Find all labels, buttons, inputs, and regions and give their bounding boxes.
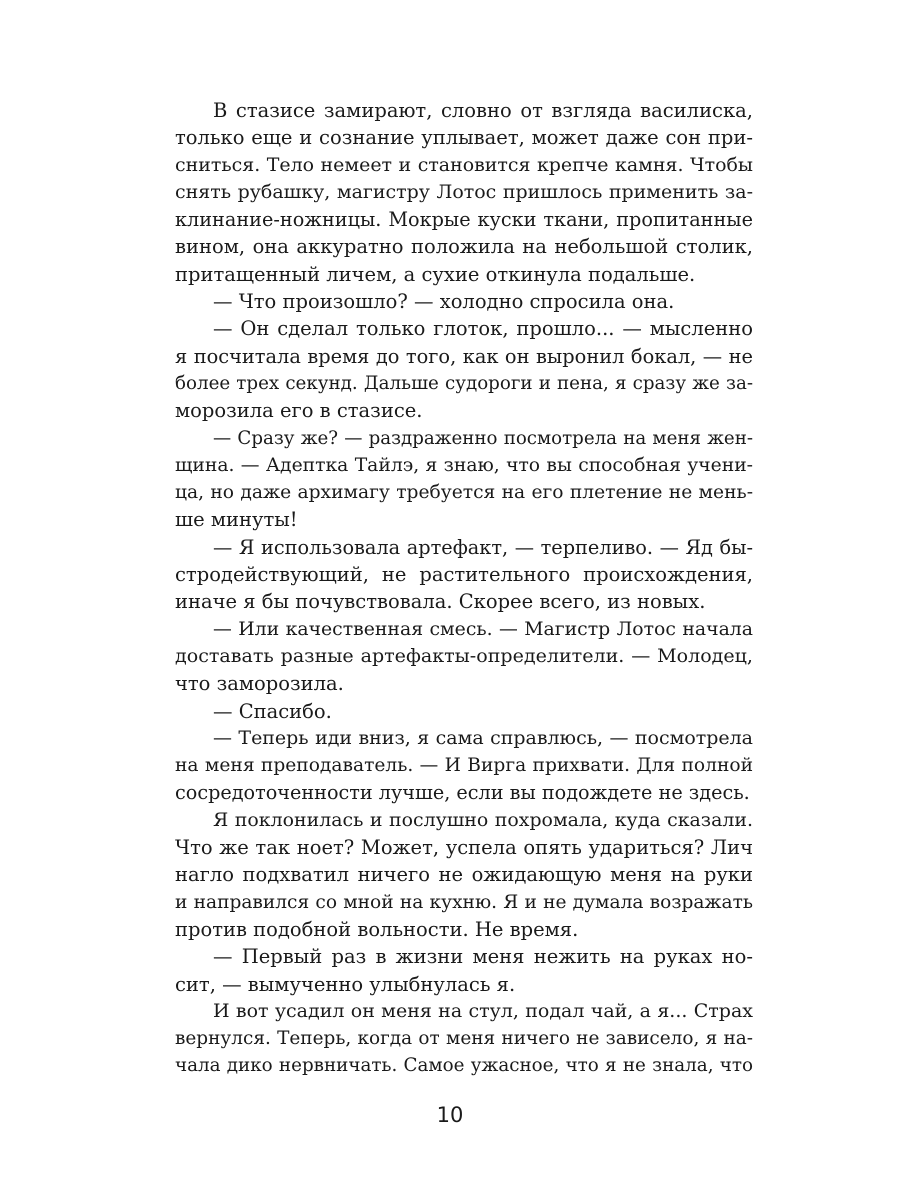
text-line: — Сразу же? — раздраженно посмотрела на меня жен- — [213, 427, 753, 449]
text-line: И вот усадил он меня на стул, подал чай, а я... Страх — [213, 999, 753, 1022]
page-number: 10 — [436, 1103, 464, 1127]
text-line: — Теперь иди вниз, я сама справлюсь, — посмотрела — [213, 726, 753, 749]
text-line: — Он сделал только глоток, прошло... — мысленно — [213, 317, 753, 341]
text-line: — Первый раз в жизни меня нежить на руках но- — [213, 945, 753, 969]
text-line: снять рубашку, магистру Лотос пришлось применить за- — [175, 180, 753, 203]
text-line: чала дико нервничать. Самое ужасное, что я не знала, что — [175, 1055, 753, 1077]
text-line: сосредоточенности лучше, если вы подождете не здесь. — [175, 781, 750, 805]
text-line: более трех секунд. Дальше судороги и пена, я сразу же за- — [175, 372, 753, 394]
text-line: доставать разные артефакты-определители. — Молодец, — [175, 644, 753, 667]
text-line: нагло подхватил ничего не ожидающую меня на руки — [175, 863, 753, 887]
text-line: морозила его в стазисе. — [175, 399, 423, 423]
text-line: стродействующий, не растительного происхождения, — [175, 563, 753, 587]
text-line: иначе я бы почувствовала. Скорее всего, из новых. — [175, 590, 706, 614]
text-line: клинание-ножницы. Мокрые куски ткани, пропитанные — [175, 208, 753, 232]
text-line: ца, но даже архимагу требуется на его плетение не мень- — [175, 482, 753, 504]
text-line: — Или качественная смесь. — Магистр Лотос начала — [213, 618, 753, 640]
text-line: вернулся. Теперь, когда от меня ничего не зависело, я на- — [175, 1028, 753, 1050]
text-line: только еще и сознание уплывает, может даже сон при- — [175, 126, 753, 150]
text-line: я посчитала время до того, как он выронил бокал, — не — [175, 344, 753, 368]
text-line: против подобной вольности. Не время. — [175, 917, 579, 941]
text-line: ше минуты! — [175, 508, 298, 532]
text-line: вином, она аккуратно положила на небольшой столик, — [175, 235, 753, 259]
body-text — [175, 97, 753, 1080]
text-line: сниться. Тело немеет и становится крепче камня. Чтобы — [175, 153, 753, 176]
text-line: щина. — Адептка Тайлэ, я знаю, что вы способная учени- — [175, 454, 753, 476]
text-line: — Я использовала артефакт, — терпеливо. — Яд бы- — [213, 535, 753, 559]
text-line: и направился со мной на кухню. Я и не думала возражать — [175, 891, 753, 913]
text-line: — Что произошло? — холодно спросила она. — [213, 290, 675, 314]
text-line: — Спасибо. — [213, 699, 332, 723]
text-line: что заморозила. — [175, 672, 344, 696]
text-line: притащенный личем, а сухие откинула подальше. — [175, 262, 696, 286]
text-line: В стазисе замирают, словно от взгляда василиска, — [213, 99, 753, 122]
text-line: сит, — вымученно улыбнулась я. — [175, 972, 516, 996]
text-line: Я поклонилась и послушно похромала, куда сказали. — [213, 808, 753, 831]
text-line: Что же так ноет? Может, успела опять удариться? Лич — [175, 836, 753, 860]
text-line: на меня преподаватель. — И Вирга прихвати. Для полной — [175, 755, 753, 777]
